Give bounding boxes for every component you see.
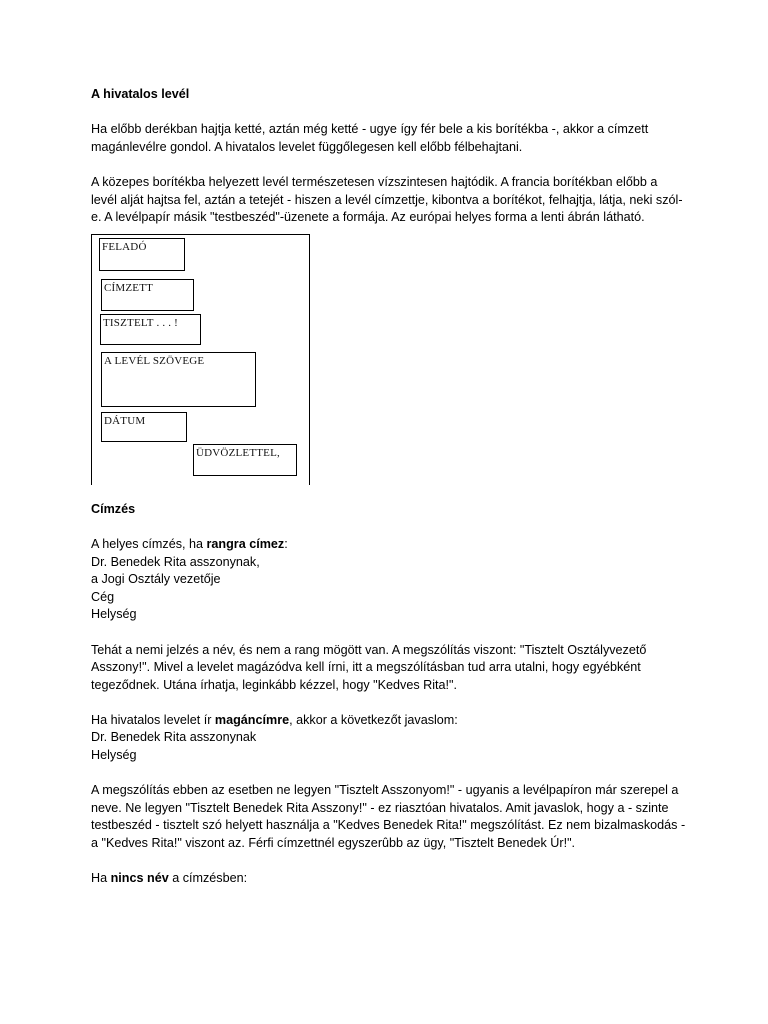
figure-label-sender: FELADÓ (102, 240, 147, 253)
figure-label-closing: ÜDVÖZLETTEL, (196, 446, 280, 459)
paragraph-folding-intro: Ha előbb derékban hajtja ketté, aztán még ketté - ugye így fér bele a kis borítékba -, akkor a címzett magánlevélre gondol. A hivatalos levelet függőlegesen kell előbb félbehajtani. (91, 122, 649, 154)
section-heading-addressing: Címzés (91, 501, 136, 516)
figure-label-recipient: CÍMZETT (104, 281, 154, 294)
addressing-intro-colon: : (284, 536, 288, 551)
private-intro-emphasis: magáncímre (214, 712, 290, 727)
figure-label-body: A LEVÉL SZÖVEGE (104, 354, 205, 367)
address-line: a Jogi Osztály vezetője (91, 572, 221, 587)
noname-intro-rest: a címzésben: (168, 871, 248, 886)
letter-layout-figure (91, 234, 310, 485)
figure-box-sender (99, 238, 185, 271)
figure-label-date: DÁTUM (104, 414, 146, 427)
figure-box-date (101, 412, 187, 442)
document-page (91, 86, 686, 888)
figure-box-body (101, 352, 256, 407)
paragraph-private-address-intro (91, 712, 686, 730)
address-line: Helység (91, 748, 137, 763)
address-line: Cég (91, 589, 115, 604)
noname-intro-emphasis: nincs név (110, 871, 169, 886)
paragraph-no-name-intro (91, 870, 686, 888)
paragraph-envelope-folding: A közepes borítékba helyezett levél természetesen vízszintesen hajtódik. A francia borítékban előbb a levél alját hajtsa fel, aztán a tetejét - hiszen a levél címzettje, kibontva a borítékot, felhajtja, látja, neki szól-e. A levélpapír másik "testbeszéd"-üzenete a formája. Az európai helyes forma a lenti ábrán látható. (91, 174, 683, 225)
figure-box-salutation (100, 314, 201, 345)
paragraph-addressing-intro (91, 536, 686, 554)
paragraph-gender-marking: Tehát a nemi jelzés a név, és nem a rang mögött van. A megszólítás viszont: "Tisztelt Osztályvezető Asszony!". Mivel a levelet magázódva kell írni, itt a megszólításban tud arra utalni, hogy egyébként tegeződnek. Utána írhatja, leginkább kézzel, hogy "Kedves Rita!". (91, 642, 647, 692)
figure-box-closing (193, 444, 297, 476)
address-line: Dr. Benedek Rita asszonynak (91, 730, 257, 745)
private-intro-text: Ha hivatalos levelet ír (91, 712, 215, 727)
address-block-private (91, 729, 686, 764)
addressing-intro-text: A helyes címzés, ha (91, 536, 207, 551)
private-intro-rest: , akkor a következőt javaslom: (289, 712, 458, 727)
paragraph-salutation-advice: A megszólítás ebben az esetben ne legyen "Tisztelt Asszonyom!" - ugyanis a levélpapíron már szerepel a neve. Ne legyen "Tisztelt Benedek Rita Asszony!" - ez riasztóan hivatalos. Amit javaslok, hogy a - szinte testbeszéd - tisztelt szó helyett használja a "Kedves Benedek Rita!" megszólítást. Ez nem bizalmaskodás - a "Kedves Rita!" viszont az. Férfi címzettnél egyszerûbb az ügy, "Tisztelt Benedek Úr!". (91, 783, 686, 851)
addressing-intro-emphasis: rangra címez (206, 536, 285, 551)
noname-intro-text: Ha (91, 871, 111, 886)
address-block-rank (91, 554, 686, 624)
address-line: Helység (91, 607, 137, 622)
figure-box-recipient (101, 279, 194, 311)
figure-label-salutation: TISZTELT . . . ! (103, 316, 179, 329)
document-title: A hivatalos levél (91, 87, 190, 101)
address-line: Dr. Benedek Rita asszonynak, (91, 554, 260, 569)
